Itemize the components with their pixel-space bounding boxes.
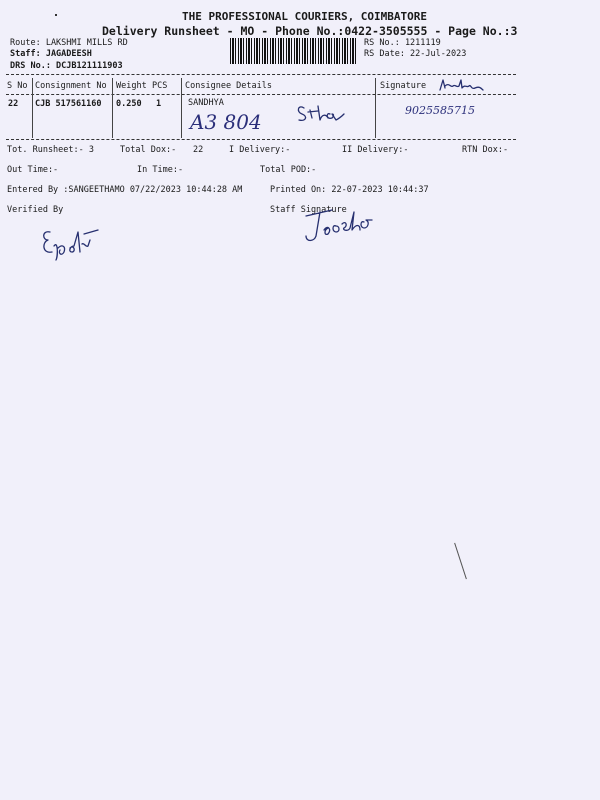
drs-number: DRS No.: DCJB121111903 bbox=[10, 61, 123, 71]
col-header-sno: S No bbox=[7, 81, 28, 91]
col-header-signature: Signature bbox=[380, 81, 427, 91]
col-header-weight: Weight bbox=[116, 81, 147, 91]
table-cell-sno: 22 bbox=[8, 99, 19, 109]
in-time: In Time:- bbox=[137, 165, 184, 175]
table-cell-pcs: 1 bbox=[156, 99, 162, 109]
handwritten-name-scribble bbox=[296, 100, 356, 130]
company-title: THE PROFESSIONAL COURIERS, COIMBATORE bbox=[182, 10, 428, 23]
barcode-image bbox=[230, 38, 358, 64]
table-cell-consignment: CJB 517561160 bbox=[35, 99, 102, 109]
col-header-pcs: PCS bbox=[152, 81, 168, 91]
col-header-consignee: Consignee Details bbox=[185, 81, 272, 91]
tot-runsheet: Tot. Runsheet:- 3 bbox=[7, 145, 94, 155]
col-header-consignment: Consignment No bbox=[35, 81, 107, 91]
out-time: Out Time:- bbox=[7, 165, 59, 175]
scan-speck bbox=[55, 14, 57, 16]
staff-label: Staff: JAGADEESH bbox=[10, 49, 92, 59]
entered-by: Entered By :SANGEETHAMO 07/22/2023 10:44:28 AM bbox=[7, 185, 243, 195]
total-dox-value: 22 bbox=[193, 145, 204, 155]
runsheet-title: Delivery Runsheet - MO - Phone No.:0422-3505555 - Page No.:3 bbox=[102, 24, 518, 38]
rs-date: RS Date: 22-Jul-2023 bbox=[364, 49, 467, 59]
table-cell-weight: 0.250 bbox=[116, 99, 142, 109]
total-dox-label: Total Dox:- bbox=[120, 145, 177, 155]
verified-by-label: Verified By bbox=[7, 205, 64, 215]
staff-signature-label: Staff Signature bbox=[270, 205, 347, 215]
table-top-border bbox=[6, 74, 516, 75]
col-divider bbox=[112, 78, 113, 138]
i-delivery: I Delivery:- bbox=[229, 145, 291, 155]
total-pod: Total POD:- bbox=[260, 165, 317, 175]
route-label: Route: LAKSHMI MILLS RD bbox=[10, 38, 128, 48]
col-divider bbox=[32, 78, 33, 138]
verifier-signature bbox=[40, 226, 120, 266]
printed-on: Printed On: 22-07-2023 10:44:37 bbox=[270, 185, 429, 195]
handwritten-signature-scribble bbox=[437, 78, 487, 94]
table-bottom-border bbox=[6, 139, 516, 140]
rs-number: RS No.: 1211119 bbox=[364, 38, 441, 48]
scan-scratch bbox=[454, 543, 467, 579]
handwritten-address: A3 804 bbox=[190, 110, 262, 134]
ii-delivery: II Delivery:- bbox=[342, 145, 409, 155]
handwritten-phone: 9025585715 bbox=[405, 104, 475, 117]
rtn-dox: RTN Dox:- bbox=[462, 145, 509, 155]
staff-signature bbox=[302, 206, 392, 246]
table-cell-consignee: SANDHYA bbox=[188, 98, 224, 108]
col-divider bbox=[375, 78, 376, 138]
table-header-border bbox=[6, 94, 516, 95]
col-divider bbox=[181, 78, 182, 138]
